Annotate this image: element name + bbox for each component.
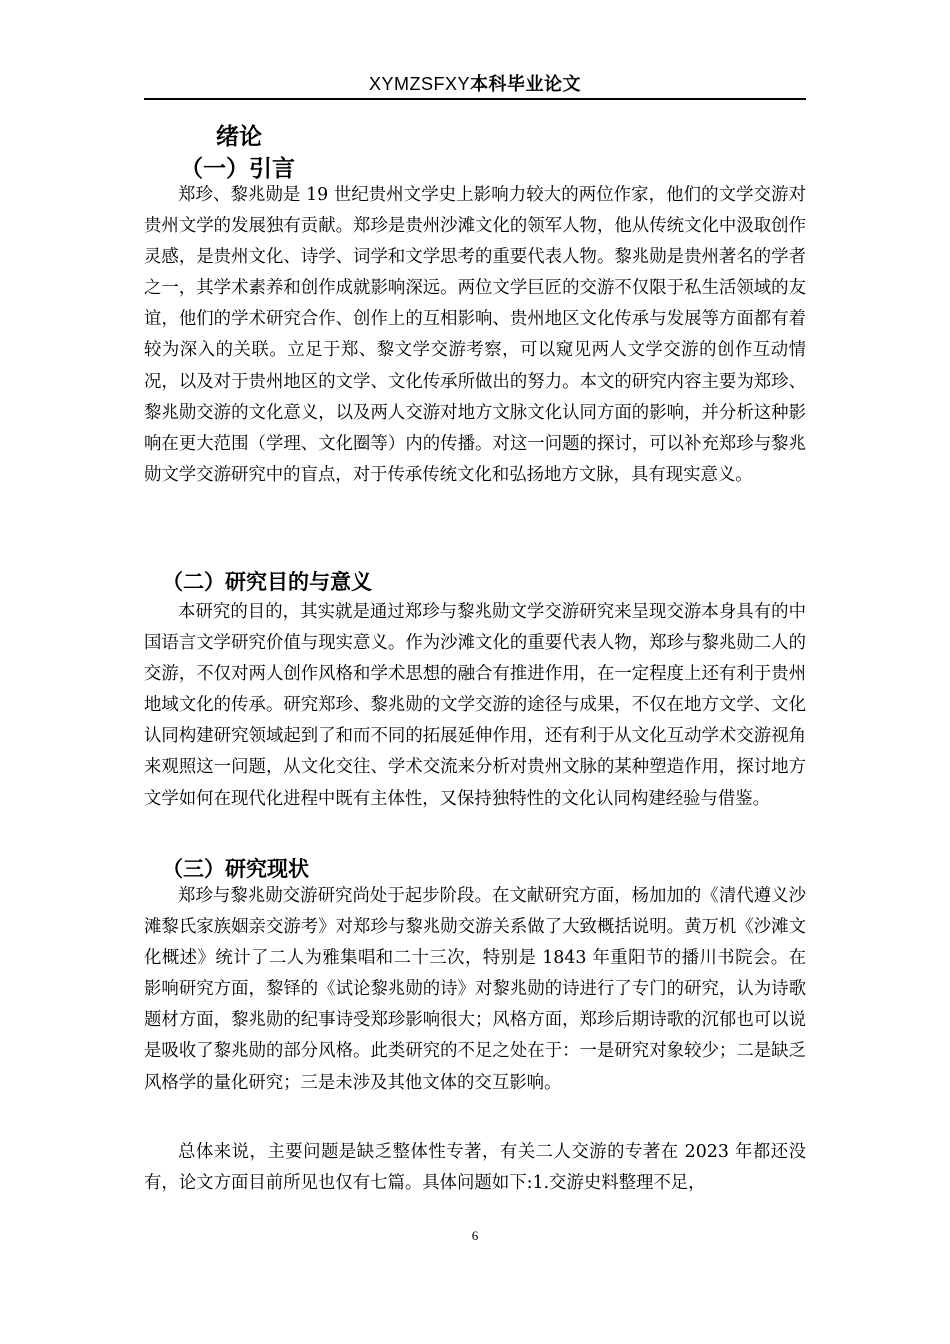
- paragraph-purpose: 本研究的目的，其实就是通过郑珍与黎兆勋文学交游研究来呈现交游本身具有的中国语言文学研究价值与现实意义。作为沙滩文化的重要代表人物，郑珍与黎兆勋二人的交游，不仅对两人创作风格和学术思想的融合有推进作用，在一定程度上还有利于贵州地域文化的传承。研究郑珍、黎兆勋的文学交游的途径与成果，不仅在地方文学、文化认同构建研究领域起到了和而不同的拓展延伸作用，还有利于从文化互动学术交游视角来观照这一问题，从文化交往、学术交流来分析对贵州文脉的某种塑造作用，探讨地方文学如何在现代化进程中既有主体性，又保持独特性的文化认同构建经验与借鉴。: [144, 602, 806, 809]
- section-heading-status: （三）研究现状: [162, 857, 309, 881]
- header-cjk: 本科毕业论文: [470, 74, 581, 95]
- paragraph-intro: 郑珍、黎兆勋是 19 世纪贵州文学史上影响力较大的两位作家，他们的文学交游对贵州文学的发展独有贡献。郑珍是贵州沙滩文化的领军人物，他从传统文化中汲取创作灵感，是贵州文化、诗学、词学和文学思考的重要代表人物。黎兆勋是贵州著名的学者之一，其学术素养和创作成就影响深远。两位文学巨匠的交游不仅限于私生活领域的友谊，他们的学术研究合作、创作上的互相影响、贵州地区文化传承与发展等方面都有着较为深入的关联。立足于郑、黎文学交游考察，可以窥见两人文学交游的创作互动情况，以及对于贵州地区的文学、文化传承所做出的努力。本文的研究内容主要为郑珍、黎兆勋交游的文化意义，以及两人交游对地方文脉文化认同方面的影响，并分析这种影响在更大范围（学理、文化圈等）内的传播。对这一问题的探讨，可以补充郑珍与黎兆勋文学交游研究中的盲点，对于传承传统文化和弘扬地方文脉，具有现实意义。: [144, 185, 806, 485]
- header-latin: XYMZSFXY: [368, 74, 470, 94]
- page-header: [144, 70, 806, 96]
- page-number: 6: [471, 1228, 479, 1243]
- chapter-title: 绪论: [216, 124, 262, 150]
- paragraph-status-1: 郑珍与黎兆勋交游研究尚处于起步阶段。在文献研究方面，杨加加的《清代遵义沙滩黎氏家族姻亲交游考》对郑珍与黎兆勋交游关系做了大致概括说明。黄万机《沙滩文化概述》统计了二人为雅集唱和二十三次，特别是 1843 年重阳节的播川书院会。在影响研究方面，黎铎的《试论黎兆勋的诗》对黎兆勋的诗进行了专门的研究，认为诗歌题材方面，黎兆勋的纪事诗受郑珍影响很大；风格方面，郑珍后期诗歌的沉郁也可以说是吸收了黎兆勋的部分风格。此类研究的不足之处在于：一是研究对象较少；二是缺乏风格学的量化研究；三是未涉及其他文体的交互影响。: [144, 886, 806, 1093]
- section-heading-intro: （一）引言: [180, 156, 295, 182]
- paragraph-status-2: 总体来说，主要问题是缺乏整体性专著，有关二人交游的专著在 2023 年都还没有，论文方面目前所见也仅有七篇。具体问题如下:1.交游史料整理不足，: [144, 1142, 806, 1194]
- section-heading-purpose: （二）研究目的与意义: [162, 570, 372, 594]
- header-rule: [144, 98, 806, 100]
